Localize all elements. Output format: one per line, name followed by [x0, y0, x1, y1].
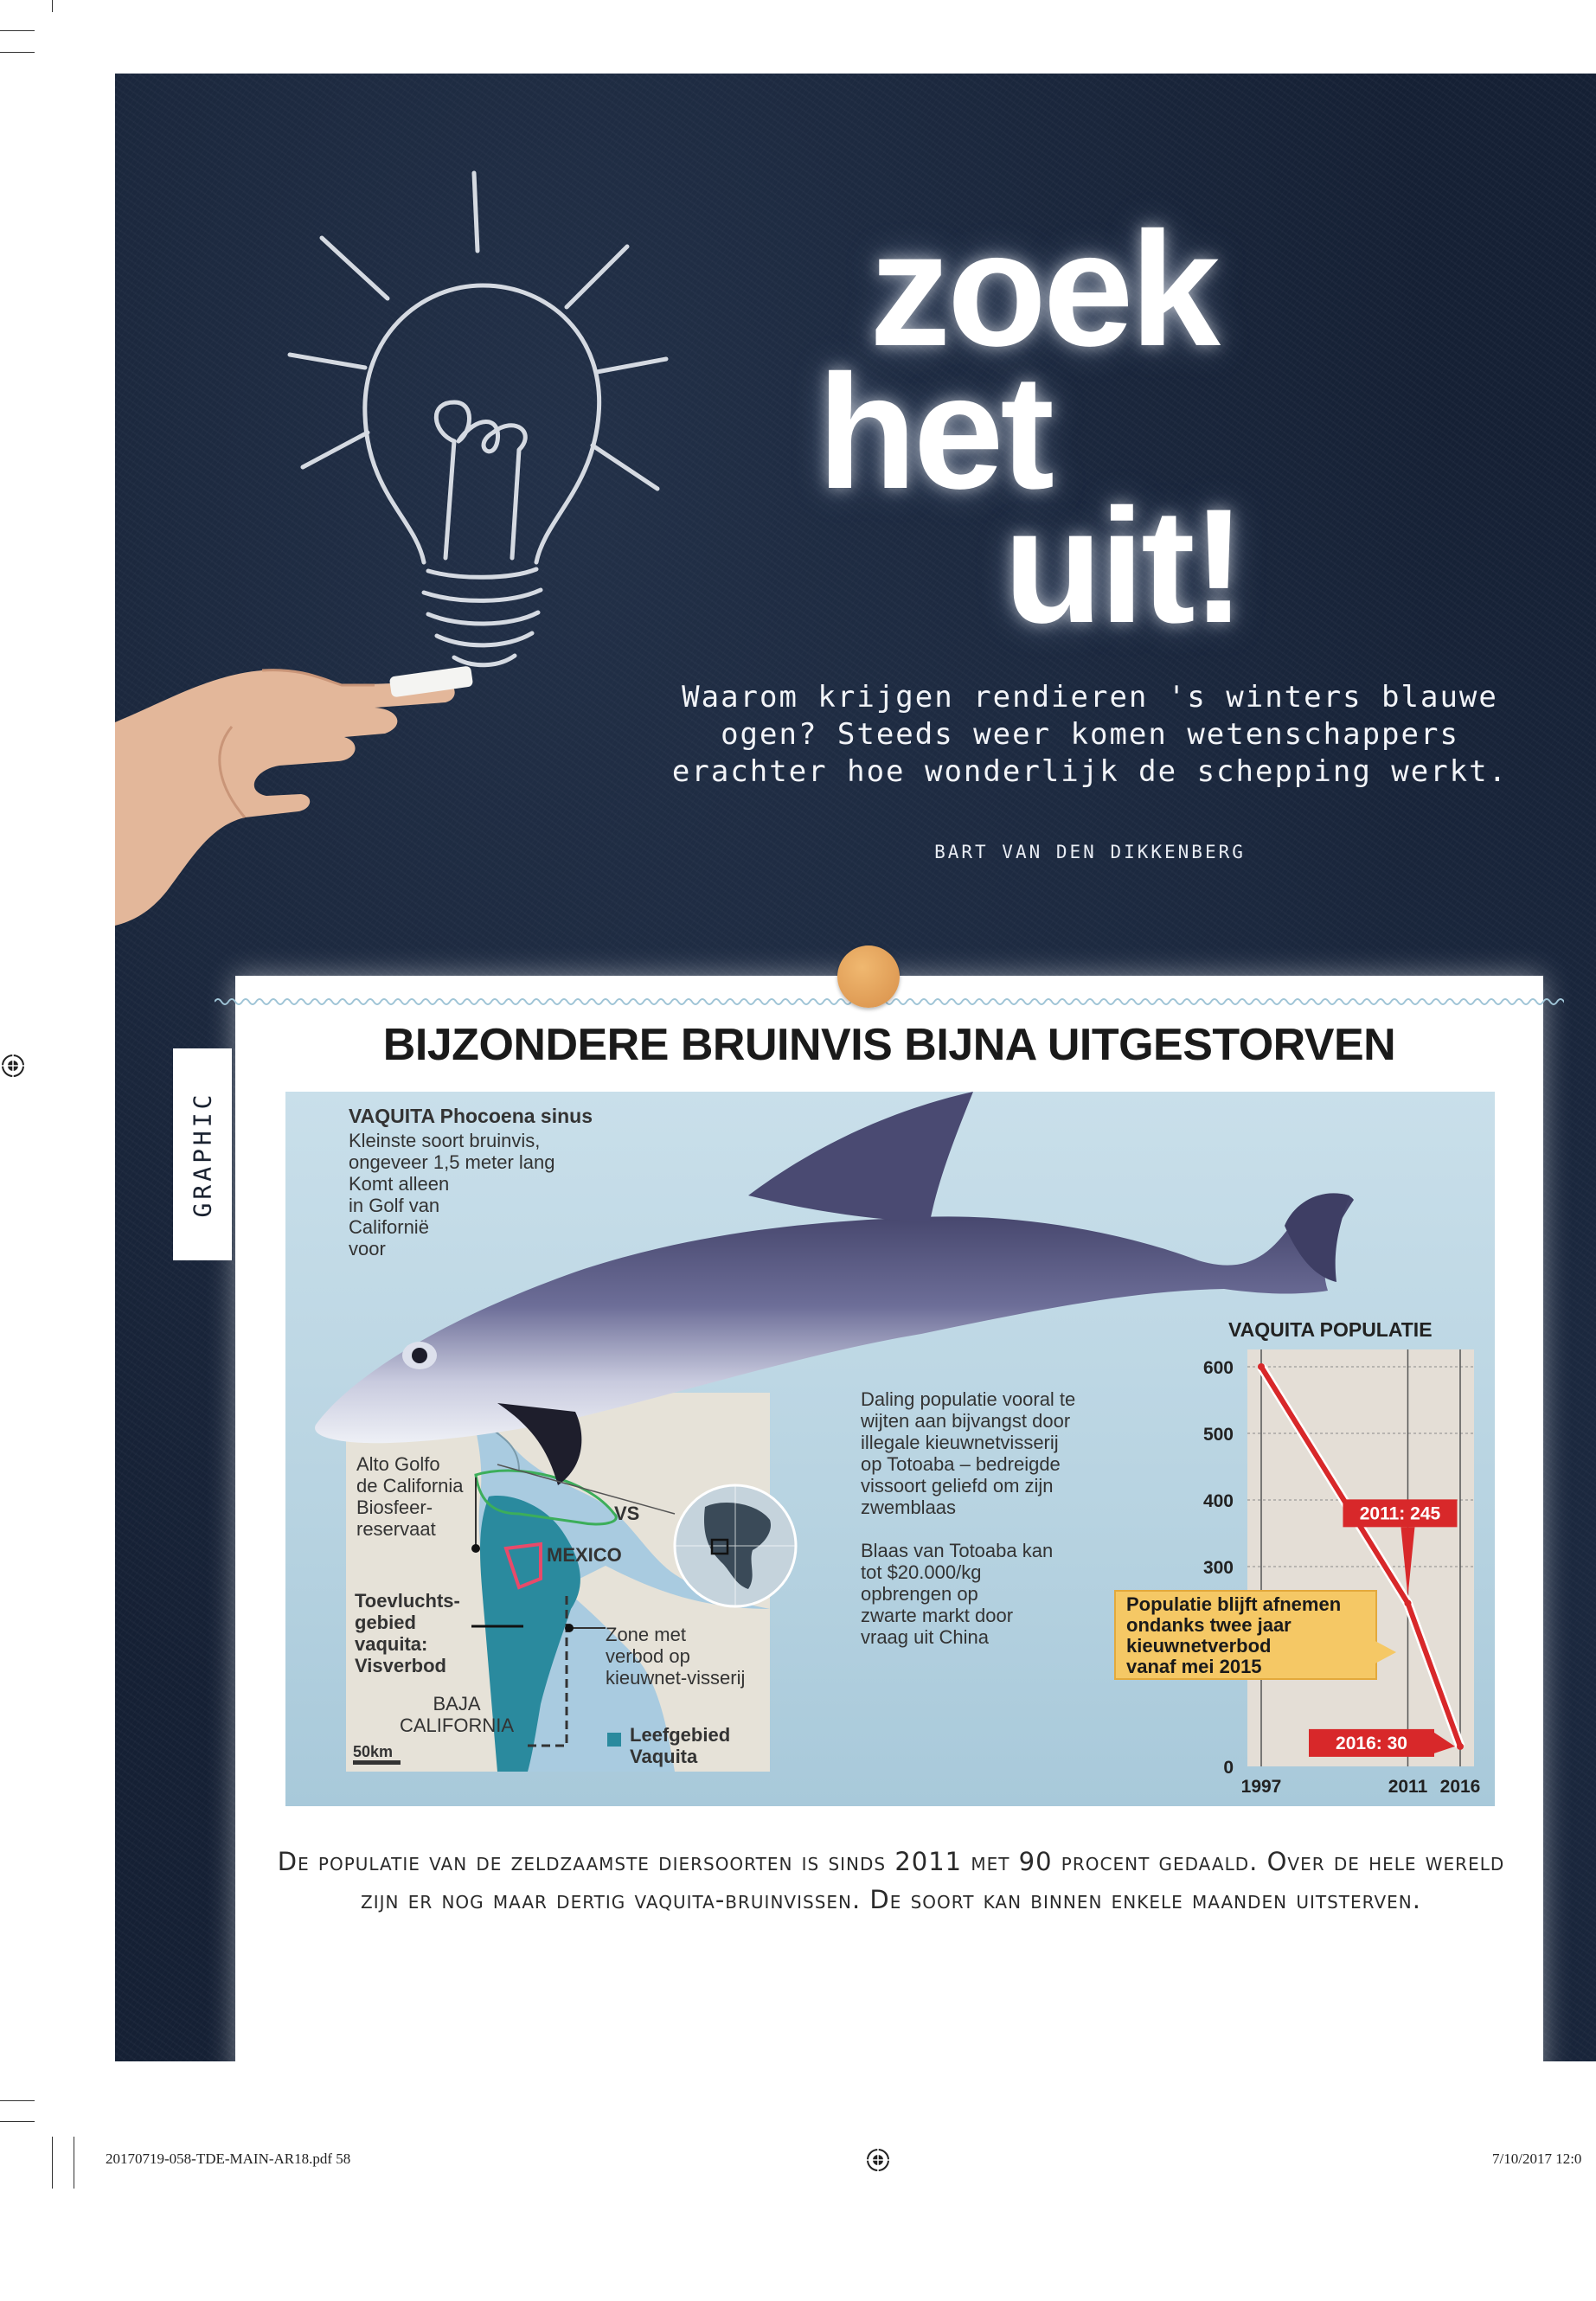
refuge-label: [355, 1590, 460, 1676]
chart-data-point: [1258, 1363, 1265, 1370]
headline-line-3: uit!: [1003, 475, 1243, 657]
reserve-label-line: Alto Golfo: [356, 1453, 440, 1475]
species-name: VAQUITA Phocoena sinus: [349, 1105, 593, 1127]
registration-mark-icon: [861, 2143, 895, 2177]
chart-data-point: [1457, 1743, 1464, 1750]
chart-y-tick-label: 600: [1202, 1358, 1234, 1378]
reserve-label-line: Biosfeer-: [356, 1497, 433, 1518]
refuge-label-line: Toevluchts-: [355, 1590, 460, 1612]
crop-mark: [52, 0, 53, 12]
annotation-label-2011: 2011: 245: [1359, 1503, 1441, 1524]
chart-x-tick-label: 2011: [1388, 1777, 1428, 1797]
chart-y-tick-label: 300: [1202, 1558, 1234, 1578]
refuge-label-line: Visverbod: [355, 1655, 446, 1676]
map-label-mexico: MEXICO: [547, 1544, 622, 1566]
crop-mark: [52, 2137, 53, 2189]
zone-label-line: verbod op: [606, 1645, 690, 1667]
callout-line: ondanks twee jaar: [1126, 1614, 1292, 1636]
reserve-label-line: de California: [356, 1475, 464, 1497]
zone-label: [606, 1624, 745, 1689]
zone-label-line: kieuwnet-visserij: [606, 1667, 746, 1689]
hand-with-chalk-icon: [115, 640, 478, 926]
headline-line-1: zoek: [869, 198, 1217, 380]
price-text-line: Blaas van Totoaba kan: [861, 1540, 1054, 1561]
reserve-label-line: reservaat: [356, 1518, 436, 1540]
legend-line: Vaquita: [630, 1746, 698, 1767]
chart-data-point: [1404, 1599, 1411, 1606]
baja-label-line: BAJA: [433, 1693, 481, 1715]
baja-label: [400, 1693, 514, 1736]
chart-x-tick-label: 1997: [1240, 1777, 1282, 1797]
cause-text-line: Daling populatie vooral te: [861, 1388, 1076, 1410]
graphic-title: BIJZONDERE BRUINVIS BIJNA UITGESTORVEN: [382, 1020, 1396, 1070]
price-text-line: opbrengen op: [861, 1583, 978, 1605]
price-text: [861, 1540, 1053, 1648]
caption-line: De populatie van de zeldzaamste diersoorten is sinds 2011 met 90 procent gedaald. Over de hele wereld: [277, 1847, 1505, 1876]
price-text-line: tot $20.000/kg: [861, 1561, 982, 1583]
callout-pointer: [1372, 1639, 1398, 1665]
callout-line: kieuwnetverbod: [1126, 1635, 1272, 1657]
cause-text-line: vissoort geliefd om zijn: [861, 1475, 1054, 1497]
map-legend: [630, 1724, 730, 1767]
crop-mark: [0, 52, 35, 53]
graphic-tab-label: [173, 1048, 232, 1260]
caption-line: zijn er nog maar dertig vaquita-bruinvissen. De soort kan binnen enkele maanden uitsterven.: [361, 1885, 1421, 1914]
population-chart: [1159, 1311, 1505, 1812]
cause-text-line: op Totoaba – bedreigde: [861, 1453, 1061, 1475]
cause-text: [861, 1388, 1075, 1518]
price-text-line: zwarte markt door: [861, 1605, 1014, 1626]
species-description: [349, 1130, 555, 1259]
registration-mark-icon: [0, 1048, 35, 1083]
footer-date: 7/10/2017 12:0: [1492, 2150, 1582, 2167]
species-desc-line: Californië: [349, 1216, 429, 1238]
refuge-label-line: vaquita:: [355, 1633, 428, 1655]
intro-line: erachter hoe wonderlijk de schepping werkt.: [671, 754, 1509, 789]
cause-text-line: wijten aan bijvangst door: [861, 1410, 1071, 1432]
zone-label-line: Zone met: [606, 1624, 686, 1645]
pushpin-icon: [837, 945, 900, 1008]
chart-y-tick-label: 0: [1223, 1758, 1234, 1778]
chart-x-tick-label: 2016: [1439, 1777, 1481, 1797]
intro-line: Waarom krijgen rendieren 's winters blauwe: [682, 680, 1498, 715]
refuge-label-line: gebied: [355, 1612, 416, 1633]
intro-text: [666, 679, 1514, 791]
crop-mark: [0, 30, 35, 31]
chart-y-tick-label: 500: [1202, 1425, 1234, 1445]
callout-text: [1126, 1594, 1341, 1677]
byline: BART VAN DEN DIKKENBERG: [934, 842, 1246, 862]
chart-title: VAQUITA POPULATIE: [1228, 1318, 1433, 1341]
species-desc-line: in Golf van: [349, 1195, 440, 1216]
cause-text-line: illegale kieuwnetvisserij: [861, 1432, 1059, 1453]
map-label-vs: VS: [614, 1503, 640, 1524]
chart-y-tick-label: 400: [1202, 1491, 1234, 1511]
crop-mark: [0, 2100, 35, 2101]
headline-line-2: het: [817, 341, 1051, 522]
species-desc-line: Komt alleen: [349, 1173, 450, 1195]
species-desc-line: ongeveer 1,5 meter lang: [349, 1151, 555, 1173]
legend-line: Leefgebied: [630, 1724, 731, 1746]
graphic-caption: [251, 1843, 1531, 1919]
intro-line: ogen? Steeds weer komen wetenschappers: [721, 717, 1459, 752]
price-text-line: vraag uit China: [861, 1626, 989, 1648]
callout-line: Populatie blijft afnemen: [1126, 1593, 1342, 1615]
crop-mark: [0, 2121, 35, 2122]
cause-text-line: zwemblaas: [861, 1497, 957, 1518]
callout-line: vanaf mei 2015: [1126, 1656, 1262, 1677]
annotation-label-2016: 2016: 30: [1336, 1733, 1407, 1753]
footer-filename: 20170719-058-TDE-MAIN-AR18.pdf 58: [106, 2150, 351, 2167]
species-desc-line: voor: [349, 1238, 386, 1259]
species-desc-line: Kleinste soort bruinvis,: [349, 1130, 541, 1151]
graphic-tab-text: GRAPHIC: [188, 1091, 217, 1218]
map-scale-label: 50km: [353, 1743, 394, 1760]
baja-label-line: CALIFORNIA: [400, 1715, 515, 1736]
